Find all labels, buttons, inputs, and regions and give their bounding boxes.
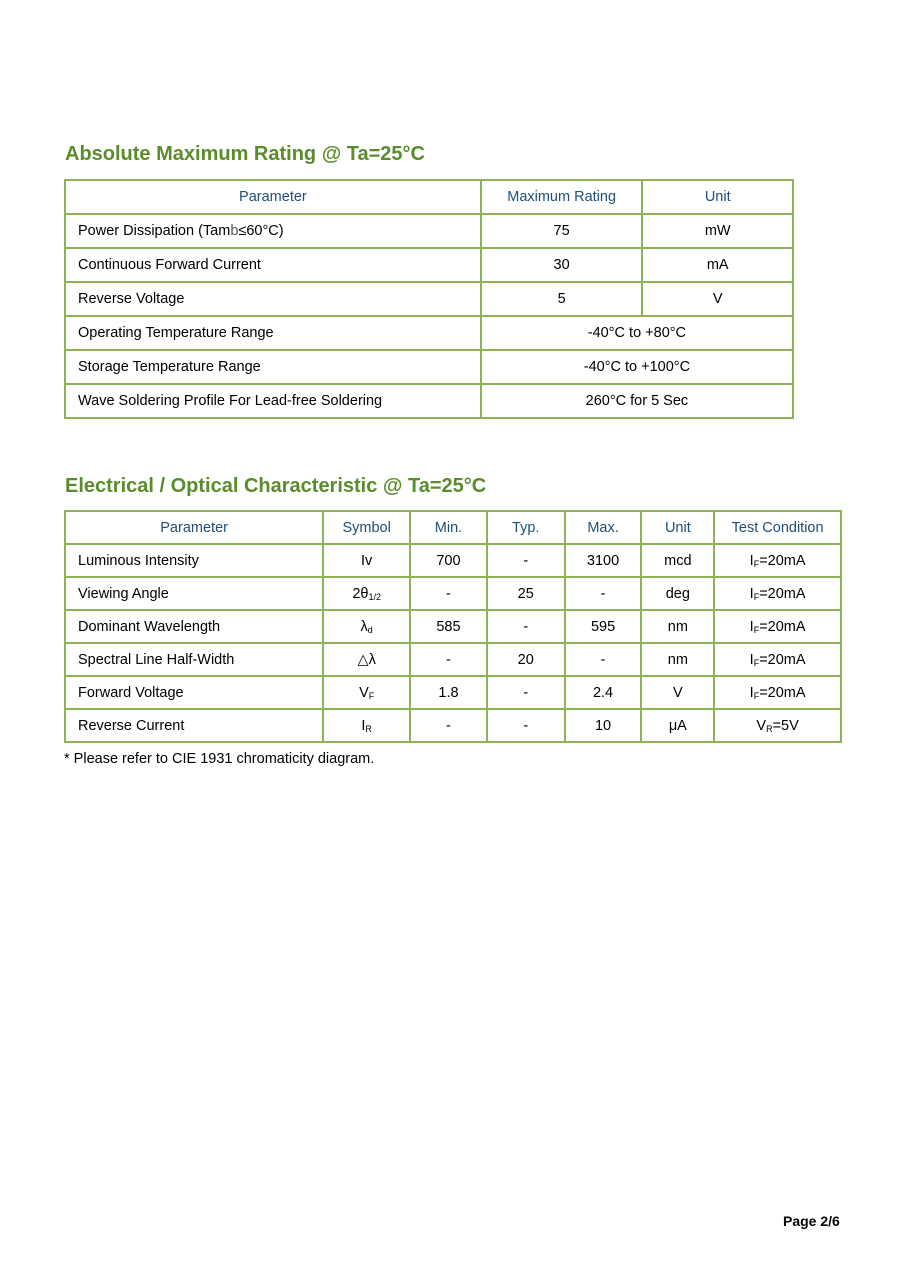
unit-cell: mcd xyxy=(641,544,714,577)
symbol-cell xyxy=(323,544,410,577)
header-min: Min. xyxy=(410,511,487,544)
rating-cell: -40°C to +100°C xyxy=(481,350,793,384)
symbol-subscript: F xyxy=(368,690,375,701)
max-cell: 10 xyxy=(565,709,642,742)
symbol-text: λ xyxy=(360,618,368,635)
absolute-max-table xyxy=(64,179,794,419)
symbol-cell xyxy=(323,676,410,709)
unit-cell: mW xyxy=(642,214,793,248)
condition-subscript: F xyxy=(753,657,760,668)
test-condition-cell xyxy=(714,676,841,709)
condition-value: =20mA xyxy=(759,618,806,635)
max-cell: - xyxy=(565,643,642,676)
min-cell: 700 xyxy=(410,544,487,577)
table-row xyxy=(65,316,793,350)
electrical-title: Electrical / Optical Characteristic @ Ta=25°C xyxy=(65,475,487,497)
min-cell: 585 xyxy=(410,610,487,643)
table-row xyxy=(65,643,841,676)
symbol-text: △λ xyxy=(357,651,376,668)
unit-cell: nm xyxy=(641,610,714,643)
rating-cell: -40°C to +80°C xyxy=(481,316,793,350)
table-row xyxy=(65,610,841,643)
test-condition-cell xyxy=(714,643,841,676)
condition-value: =20mA xyxy=(759,651,806,668)
condition-text: I xyxy=(749,585,754,602)
parameter-cell: Continuous Forward Current xyxy=(65,248,481,282)
test-condition-cell xyxy=(714,610,841,643)
table-row xyxy=(65,709,841,742)
symbol-cell xyxy=(323,577,410,610)
condition-value: =20mA xyxy=(759,585,806,602)
parameter-cell: Wave Soldering Profile For Lead-free Soldering xyxy=(65,384,481,418)
parameter-cell: Operating Temperature Range xyxy=(65,316,481,350)
symbol-cell xyxy=(323,610,410,643)
parameter-cell: Dominant Wavelength xyxy=(65,610,323,643)
parameter-cell: Luminous Intensity xyxy=(65,544,323,577)
table-row xyxy=(65,676,841,709)
footnote: * Please refer to CIE 1931 chromaticity diagram. xyxy=(64,751,375,767)
rating-cell: 30 xyxy=(481,248,643,282)
condition-text: I xyxy=(749,552,754,569)
condition-subscript: F xyxy=(753,624,760,635)
max-cell: - xyxy=(565,577,642,610)
symbol-cell xyxy=(323,643,410,676)
header-parameter: Parameter xyxy=(65,511,323,544)
table-row xyxy=(65,384,793,418)
table-row xyxy=(65,544,841,577)
typ-cell: 25 xyxy=(487,577,565,610)
condition-subscript: F xyxy=(753,690,760,701)
unit-cell: deg xyxy=(641,577,714,610)
unit-cell: mA xyxy=(642,248,793,282)
rating-cell: 75 xyxy=(481,214,643,248)
min-cell: - xyxy=(410,709,487,742)
typ-cell: - xyxy=(487,709,565,742)
test-condition-cell xyxy=(714,544,841,577)
typ-cell: - xyxy=(487,544,565,577)
table-row xyxy=(65,214,793,248)
max-cell: 3100 xyxy=(565,544,642,577)
parameter-cell: Forward Voltage xyxy=(65,676,323,709)
table-row xyxy=(65,350,793,384)
table-row xyxy=(65,282,793,316)
header-unit: Unit xyxy=(642,180,793,214)
condition-text: I xyxy=(749,684,754,701)
condition-value: =20mA xyxy=(759,552,806,569)
parameter-cell: Reverse Current xyxy=(65,709,323,742)
header-test-condition: Test Condition xyxy=(714,511,841,544)
condition-text: V xyxy=(756,717,767,734)
condition-value: =5V xyxy=(772,717,799,734)
unit-cell: μA xyxy=(641,709,714,742)
table-row xyxy=(65,248,793,282)
absolute-max-title: Absolute Maximum Rating @ Ta=25°C xyxy=(65,143,425,165)
table-header-row xyxy=(65,511,841,544)
electrical-table xyxy=(64,510,842,743)
min-cell: 1.8 xyxy=(410,676,487,709)
symbol-text: Iv xyxy=(361,552,373,569)
rating-cell: 5 xyxy=(481,282,643,316)
header-maximum-rating: Maximum Rating xyxy=(481,180,643,214)
symbol-text: V xyxy=(359,684,369,701)
typ-cell: 20 xyxy=(487,643,565,676)
symbol-subscript: 1/2 xyxy=(368,591,381,602)
rating-cell: 260°C for 5 Sec xyxy=(481,384,793,418)
unit-cell: nm xyxy=(641,643,714,676)
header-symbol: Symbol xyxy=(323,511,410,544)
symbol-subscript: R xyxy=(365,723,372,734)
unit-cell: V xyxy=(642,282,793,316)
condition-text: I xyxy=(749,651,754,668)
header-unit: Unit xyxy=(641,511,714,544)
max-cell: 595 xyxy=(565,610,642,643)
typ-cell: - xyxy=(487,610,565,643)
symbol-text: 2θ xyxy=(352,585,369,602)
symbol-text: I xyxy=(361,717,366,734)
unit-cell: V xyxy=(641,676,714,709)
condition-subscript: R xyxy=(766,723,773,734)
condition-value: =20mA xyxy=(759,684,806,701)
max-cell: 2.4 xyxy=(565,676,642,709)
condition-text: I xyxy=(749,618,754,635)
table-header-row xyxy=(65,180,793,214)
parameter-text: Power Dissipation (Tam xyxy=(78,223,231,239)
min-cell: - xyxy=(410,577,487,610)
page-number: Page 2/6 xyxy=(783,1213,840,1229)
table-row xyxy=(65,577,841,610)
parameter-cell: Viewing Angle xyxy=(65,577,323,610)
parameter-cell: Spectral Line Half-Width xyxy=(65,643,323,676)
parameter-text-light: b xyxy=(230,223,239,239)
symbol-subscript: d xyxy=(367,624,373,635)
symbol-cell xyxy=(323,709,410,742)
parameter-cell xyxy=(65,214,481,248)
test-condition-cell xyxy=(714,577,841,610)
parameter-cell: Storage Temperature Range xyxy=(65,350,481,384)
header-typ: Typ. xyxy=(487,511,565,544)
typ-cell: - xyxy=(487,676,565,709)
condition-subscript: F xyxy=(753,558,760,569)
test-condition-cell xyxy=(714,709,841,742)
parameter-text-suffix: ≤60°C) xyxy=(238,223,284,239)
header-max: Max. xyxy=(565,511,642,544)
condition-subscript: F xyxy=(753,591,760,602)
min-cell: - xyxy=(410,643,487,676)
header-parameter: Parameter xyxy=(65,180,481,214)
parameter-cell: Reverse Voltage xyxy=(65,282,481,316)
